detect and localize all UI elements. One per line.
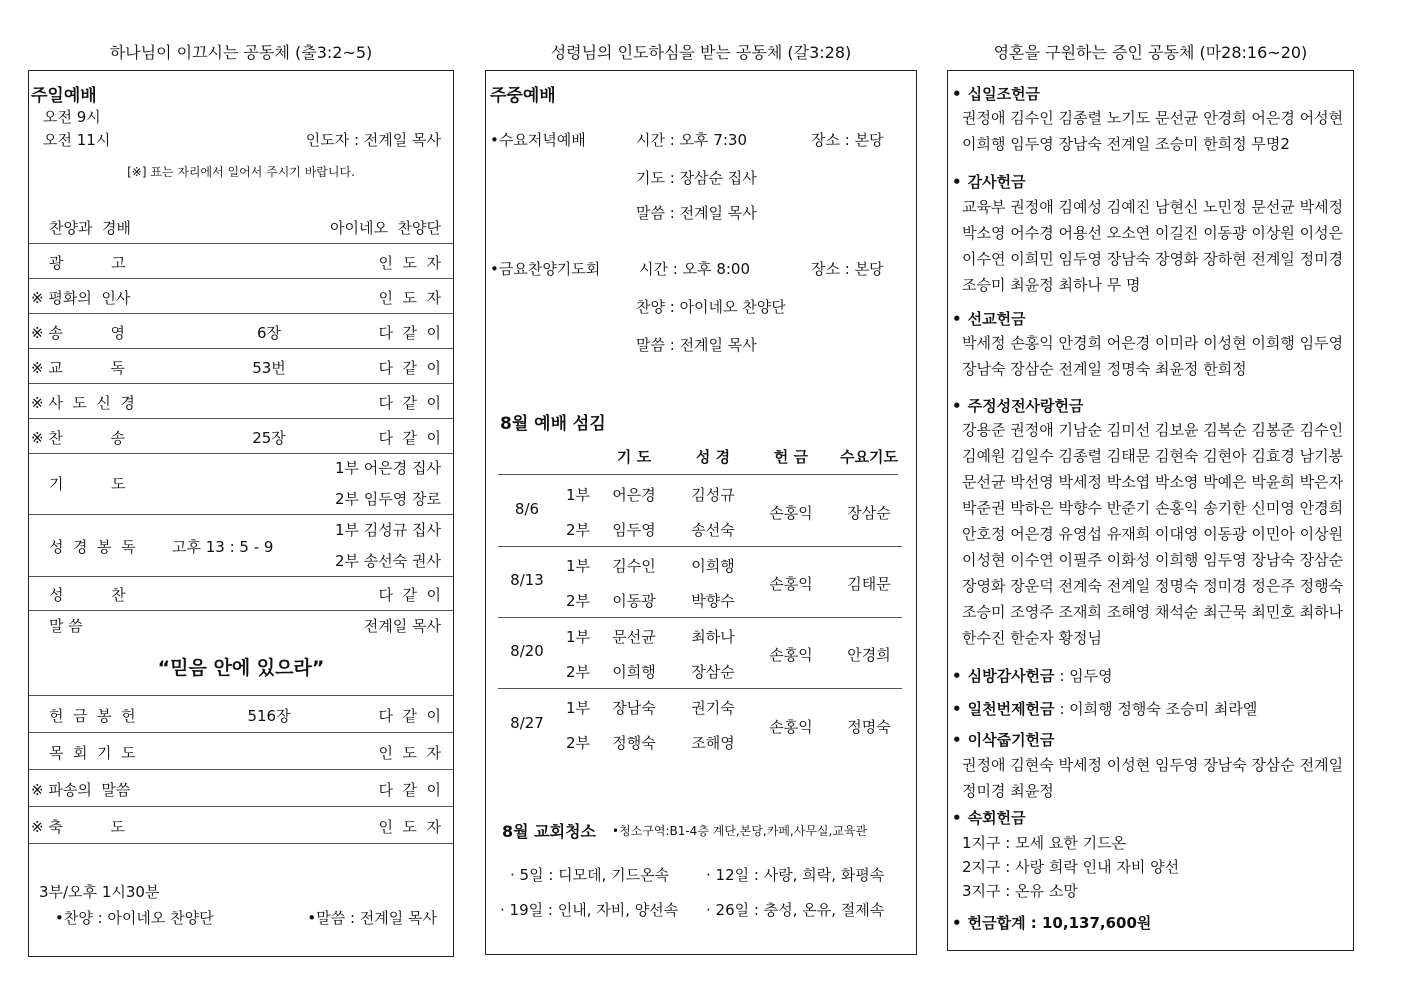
schedule-date: 8/13 bbox=[510, 571, 544, 589]
weekday-service-heading: 주중예배 bbox=[490, 86, 556, 106]
right-column-title: 영혼을 구원하는 증인 공동체 (마28:16~20) bbox=[993, 43, 1308, 62]
schedule-offering: 손홍익 bbox=[769, 646, 813, 664]
order-name: 기 도 bbox=[49, 475, 126, 493]
schedule-part1: 1부 bbox=[566, 699, 591, 717]
third-service-time: 3부/오후 1시30분 bbox=[39, 883, 160, 901]
visit-line: • 심방감사헌금 : 임두영 bbox=[952, 667, 1113, 685]
order-row bbox=[29, 695, 453, 733]
order-name: ※ 찬 송 bbox=[31, 429, 125, 447]
prayer-part1: 1부 어은경 집사 bbox=[334, 459, 441, 477]
schedule-header-prayer: 기 도 bbox=[616, 448, 652, 466]
order-name: 찬양과 경배 bbox=[49, 219, 131, 237]
mission-names: 박세정 손홍익 안경희 어은경 이미라 이성현 이희행 임두영 장남숙 장삼순 전계일 정명숙 최윤정 한희정 bbox=[962, 334, 1344, 378]
schedule-scripture-1: 이희행 bbox=[691, 557, 735, 575]
schedule-scripture-1: 김성규 bbox=[691, 486, 735, 504]
wednesday-service-time: 시간 : 오후 7:30 bbox=[636, 131, 748, 149]
order-leader: 다 같 이 bbox=[378, 394, 441, 412]
schedule-row bbox=[498, 688, 902, 760]
service-schedule-title: 8월 예배 섬김 bbox=[500, 414, 606, 434]
friday-praise: 찬양 : 아이네오 찬양단 bbox=[636, 298, 786, 316]
order-name: ※ 파송의 말씀 bbox=[31, 781, 131, 799]
order-row bbox=[29, 418, 453, 454]
order-name: 헌 금 봉 헌 bbox=[49, 707, 136, 725]
schedule-part1: 1부 bbox=[566, 628, 591, 646]
tithe-heading: • 십일조헌금 bbox=[952, 85, 1041, 103]
order-leader: 다 같 이 bbox=[378, 324, 441, 342]
order-detail: 53번 bbox=[252, 359, 286, 377]
order-row bbox=[29, 313, 453, 349]
order-name: 성 경 봉 독 bbox=[49, 538, 136, 556]
order-detail: 516장 bbox=[247, 707, 291, 725]
schedule-date: 8/6 bbox=[514, 500, 540, 518]
schedule-header-scripture: 성 경 bbox=[695, 448, 731, 466]
schedule-prayer-2: 임두영 bbox=[612, 521, 656, 539]
cell-district-1: 1지구 : 모세 요한 기드온 bbox=[962, 834, 1127, 852]
prayer-part2: 2부 임두영 장로 bbox=[334, 490, 441, 508]
cleaning-area: •청소구역:B1-4층 계단,본당,카페,사무실,교육관 bbox=[612, 824, 868, 838]
order-row bbox=[29, 383, 453, 419]
schedule-wednesday-prayer: 정명숙 bbox=[847, 718, 891, 736]
thousand-names: : 이희행 정행숙 조승미 최라엘 bbox=[1054, 700, 1258, 718]
left-column-title: 하나님이 이끄시는 공동체 (출3:2~5) bbox=[109, 43, 373, 62]
schedule-scripture-2: 조해영 bbox=[691, 734, 735, 752]
cell-heading: • 속회헌금 bbox=[952, 809, 1026, 827]
order-name: 성 찬 bbox=[49, 586, 126, 604]
service-time-2: 오전 11시 bbox=[43, 131, 111, 149]
schedule-header-offering: 헌 금 bbox=[773, 448, 809, 466]
order-leader: 아이네오 찬양단 bbox=[330, 219, 441, 237]
cell-district-3: 3지구 : 온유 소망 bbox=[962, 882, 1078, 900]
order-row bbox=[29, 243, 453, 279]
schedule-row bbox=[498, 617, 902, 689]
order-row bbox=[29, 278, 453, 314]
schedule-scripture-2: 박향수 bbox=[691, 592, 735, 610]
order-leader: 인 도 자 bbox=[378, 744, 441, 762]
order-leader: 다 같 이 bbox=[378, 781, 441, 799]
schedule-scripture-2: 장삼순 bbox=[691, 663, 735, 681]
total-line: • 헌금합계 : 10,137,600원 bbox=[952, 914, 1152, 932]
schedule-wednesday-prayer: 안경희 bbox=[847, 646, 891, 664]
weekday-service-panel bbox=[485, 70, 917, 955]
order-name: 말 씀 bbox=[49, 617, 83, 635]
schedule-prayer-1: 김수인 bbox=[612, 557, 656, 575]
scripture-reference: 고후 13 : 5 - 9 bbox=[172, 538, 274, 556]
cleaning-26th: · 26일 : 충성, 온유, 절제속 bbox=[706, 901, 885, 919]
order-name: ※ 송 영 bbox=[31, 324, 125, 342]
weekly-names: 강용준 권정애 기남순 김미선 김보윤 김복순 김봉준 김수인 김예원 김일수 김종렬 김태문 김현숙 김현아 김효경 남기봉 문선균 박선영 박세정 박소엽 박소영 박예은 박윤희 박은자 박준권 박하은 박향수 반준기 손홍익 송기한 신미영 안경희 안호정 어은경 유영섭 유재희 이대영 이동광 이민아 이상원 이성현 이수연 이필주 이화성 이희행 임두영 장남숙 장삼순 장영화 장운덕 전계숙 전계일 정명숙 정미경 정은주 정행숙 조승미 조영주 조재희 조해영 채석순 최근묵 최민호 최하나 한수진 한순자 황정님 bbox=[962, 421, 1344, 647]
cleaning-19th: · 19일 : 인내, 자비, 양선속 bbox=[500, 901, 679, 919]
schedule-date: 8/27 bbox=[510, 714, 544, 732]
schedule-row bbox=[498, 546, 902, 618]
cleaning-5th: · 5일 : 디모데, 기드온속 bbox=[510, 866, 670, 884]
schedule-part1: 1부 bbox=[566, 486, 591, 504]
sunday-service-panel bbox=[28, 70, 454, 957]
move-names: 권정애 김현숙 박세정 이성현 임두영 장남숙 장삼순 전계일 정미경 최윤정 bbox=[962, 756, 1344, 800]
schedule-offering: 손홍익 bbox=[769, 504, 813, 522]
schedule-scripture-2: 송선숙 bbox=[691, 521, 735, 539]
scripture-part2: 2부 송선숙 권사 bbox=[334, 552, 441, 570]
friday-service-name: •금요찬양기도회 bbox=[490, 260, 601, 278]
order-row bbox=[29, 732, 453, 770]
schedule-offering: 손홍익 bbox=[769, 718, 813, 736]
order-leader: 전계일 목사 bbox=[363, 617, 441, 635]
sunday-service-heading: 주일예배 bbox=[31, 86, 97, 106]
cleaning-12th: · 12일 : 사랑, 희락, 화평속 bbox=[706, 866, 885, 884]
wednesday-prayer: 기도 : 장삼순 집사 bbox=[636, 169, 757, 187]
order-leader: 다 같 이 bbox=[378, 707, 441, 725]
order-leader: 인 도 자 bbox=[378, 289, 441, 307]
schedule-prayer-2: 이동광 bbox=[612, 592, 656, 610]
order-leader: 다 같 이 bbox=[378, 359, 441, 377]
friday-sermon: 말씀 : 전계일 목사 bbox=[636, 336, 757, 354]
schedule-scripture-1: 최하나 bbox=[691, 628, 735, 646]
third-service-praise: •찬양 : 아이네오 찬양단 bbox=[55, 909, 214, 927]
scripture-row bbox=[29, 514, 453, 577]
order-detail: 6장 bbox=[256, 324, 282, 342]
schedule-part2: 2부 bbox=[566, 592, 591, 610]
schedule-prayer-1: 장남숙 bbox=[612, 699, 656, 717]
thanks-names: 교육부 권정애 김예성 김예진 남현신 노민정 문선균 박세정 박소영 어수경 어용선 오소연 이길진 이동광 이상원 이성은 이수연 이희민 임두영 장남숙 장영화 장하현 전계일 정미경 조승미 최윤정 최하나 무 명 bbox=[962, 198, 1344, 294]
sermon-block bbox=[29, 610, 453, 696]
cell-district-2: 2지구 : 사랑 희락 인내 자비 양선 bbox=[962, 858, 1180, 876]
order-leader: 인 도 자 bbox=[378, 254, 441, 272]
order-row bbox=[29, 769, 453, 807]
schedule-prayer-2: 이희행 bbox=[612, 663, 656, 681]
wednesday-service-name: •수요저녁예배 bbox=[490, 131, 586, 149]
order-name: ※ 사 도 신 경 bbox=[31, 394, 135, 412]
thanks-heading: • 감사헌금 bbox=[952, 173, 1026, 191]
order-leader: 다 같 이 bbox=[378, 586, 441, 604]
schedule-part1: 1부 bbox=[566, 557, 591, 575]
middle-column-title: 성령님의 인도하심을 받는 공동체 (갈3:28) bbox=[550, 43, 852, 62]
order-name: ※ 교 독 bbox=[31, 359, 125, 377]
schedule-scripture-1: 권기숙 bbox=[691, 699, 735, 717]
schedule-row bbox=[498, 475, 902, 547]
thousand-line: • 일천번제헌금 : 이희행 정행숙 조승미 최라엘 bbox=[952, 700, 1258, 718]
order-name: 광 고 bbox=[49, 254, 126, 272]
order-leader: 다 같 이 bbox=[378, 429, 441, 447]
order-row bbox=[29, 806, 453, 844]
third-service-word: •말씀 : 전계일 목사 bbox=[307, 909, 437, 927]
schedule-wednesday-prayer: 장삼순 bbox=[847, 504, 891, 522]
order-row bbox=[29, 348, 453, 384]
schedule-header-wednesday: 수요기도 bbox=[840, 448, 898, 466]
schedule-table bbox=[498, 474, 898, 752]
mission-heading: • 선교헌금 bbox=[952, 310, 1026, 328]
wednesday-service-place: 장소 : 본당 bbox=[811, 131, 884, 149]
prayer-row bbox=[29, 453, 453, 515]
wednesday-sermon: 말씀 : 전계일 목사 bbox=[636, 204, 757, 222]
schedule-offering: 손홍익 bbox=[769, 575, 813, 593]
friday-service-place: 장소 : 본당 bbox=[811, 260, 884, 278]
service-leader: 인도자 : 전계일 목사 bbox=[305, 131, 441, 149]
service-time-1: 오전 9시 bbox=[43, 108, 101, 126]
schedule-prayer-2: 정행숙 bbox=[612, 734, 656, 752]
sermon-title: “믿음 안에 있으라” bbox=[157, 657, 325, 679]
order-row bbox=[29, 576, 453, 611]
order-name: ※ 축 도 bbox=[31, 818, 125, 836]
schedule-prayer-1: 문선균 bbox=[612, 628, 656, 646]
schedule-prayer-1: 어은경 bbox=[612, 486, 656, 504]
order-row bbox=[29, 209, 453, 244]
tithe-names: 권정애 김수인 김종렬 노기도 문선균 안경희 어은경 어성현 이희행 임두영 장남숙 전계일 조승미 한희정 무명2 bbox=[962, 109, 1344, 153]
friday-service-time: 시간 : 오후 8:00 bbox=[639, 260, 751, 278]
standing-note: [※] 표는 자리에서 일어서 주시기 바랍니다. bbox=[127, 165, 355, 179]
schedule-part2: 2부 bbox=[566, 663, 591, 681]
schedule-part2: 2부 bbox=[566, 734, 591, 752]
schedule-date: 8/20 bbox=[510, 642, 544, 660]
offering-panel bbox=[947, 70, 1354, 951]
weekly-heading: • 주정성전사랑헌금 bbox=[952, 397, 1084, 415]
visit-names: : 임두영 bbox=[1054, 667, 1113, 685]
move-heading: • 이삭줍기헌금 bbox=[952, 731, 1055, 749]
schedule-part2: 2부 bbox=[566, 521, 591, 539]
order-detail: 25장 bbox=[252, 429, 286, 447]
scripture-part1: 1부 김성규 집사 bbox=[334, 521, 441, 539]
order-leader: 인 도 자 bbox=[378, 818, 441, 836]
schedule-wednesday-prayer: 김태문 bbox=[847, 575, 891, 593]
order-name: ※ 평화의 인사 bbox=[31, 289, 131, 307]
cleaning-title: 8월 교회청소 bbox=[502, 822, 596, 841]
order-name: 목 회 기 도 bbox=[49, 744, 136, 762]
